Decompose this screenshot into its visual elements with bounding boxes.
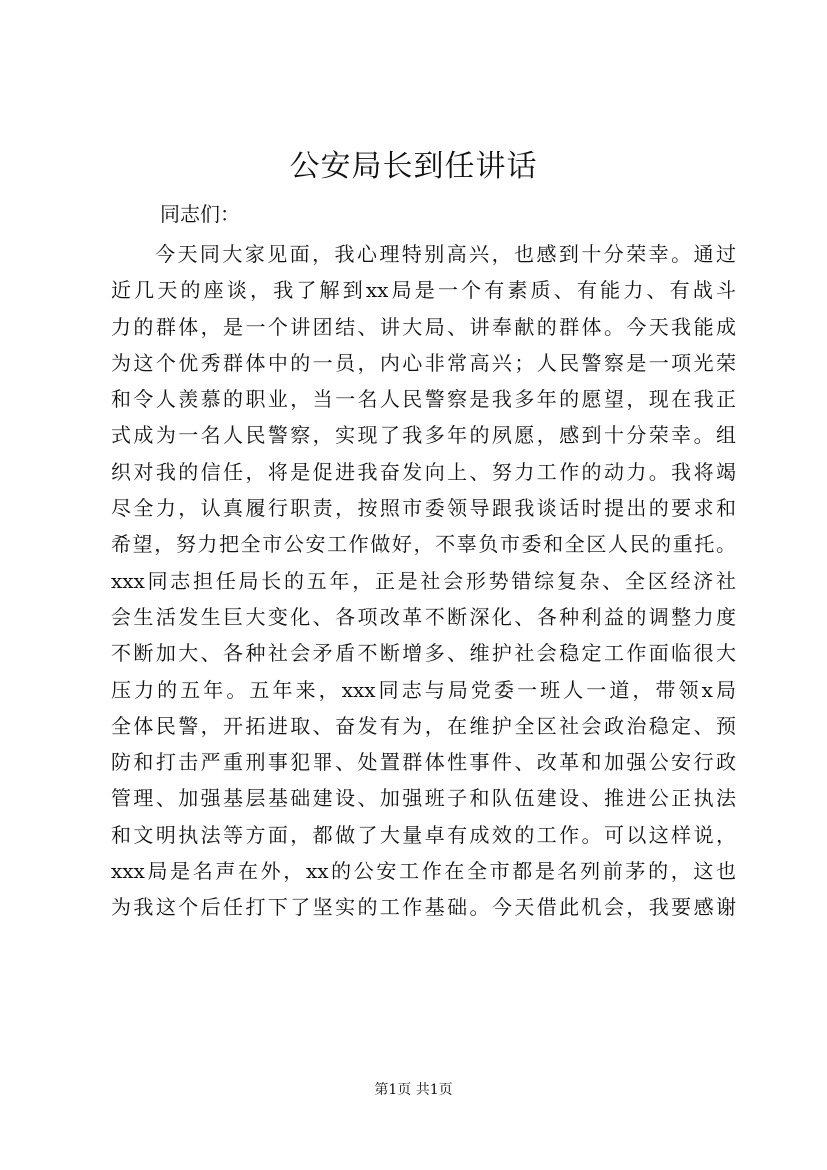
text-line: 尽全力，认真履行职责，按照市委领导跟我谈话时提出的要求和 [111, 496, 736, 521]
text-line: 今天同大家见面，我心理特别高兴，也感到十分荣幸。通过 [155, 242, 736, 266]
text-line: 式成为一名人民警察，实现了我多年的夙愿，感到十分荣幸。组 [111, 423, 736, 448]
body-paragraph [111, 236, 736, 926]
text-line: 管理、加强基层基础建设、加强班子和队伍建设、推进公正执法 [111, 786, 736, 811]
text-line: 为这个优秀群体中的一员，内心非常高兴；人民警察是一项光荣 [111, 350, 736, 375]
salutation: 同志们： [160, 202, 240, 226]
text-line: 不断加大、各种社会矛盾不断增多、维护社会稳定工作面临很大 [111, 641, 736, 666]
text-line: 织对我的信任，将是促进我奋发向上、努力工作的动力。我将竭 [111, 459, 736, 484]
document-title: 公安局长到任讲话 [289, 149, 538, 184]
text-line: 力的群体，是一个讲团结、讲大局、讲奉献的群体。今天我能成 [111, 314, 736, 339]
text-line: 为我这个后任打下了坚实的工作基础。今天借此机会，我要感谢 [111, 895, 736, 920]
text-line: 近几天的座谈，我了解到xx局是一个有素质、有能力、有战斗 [111, 278, 736, 303]
page-number-footer: 第1页 共1页 [374, 1082, 453, 1098]
text-line: 会生活发生巨大变化、各项改革不断深化、各种利益的调整力度 [111, 604, 736, 629]
text-line: 希望，努力把全市公安工作做好，不辜负市委和全区人民的重托。 [111, 532, 736, 557]
text-line: 和文明执法等方面，都做了大量卓有成效的工作。可以这样说， [111, 822, 736, 847]
text-line: 和令人羡慕的职业，当一名人民警察是我多年的愿望，现在我正 [111, 387, 736, 412]
text-line: 压力的五年。五年来，xxx同志与局党委一班人一道，带领x局 [111, 677, 736, 702]
text-line: 防和打击严重刑事犯罪、处置群体性事件、改革和加强公安行政 [111, 750, 736, 775]
text-line: 全体民警，开拓进取、奋发有为，在维护全区社会政治稳定、预 [111, 713, 736, 738]
text-line: xxx同志担任局长的五年，正是社会形势错综复杂、全区经济社 [111, 568, 736, 593]
text-line: xxx局是名声在外，xx的公安工作在全市都是名列前茅的，这也 [111, 859, 736, 884]
